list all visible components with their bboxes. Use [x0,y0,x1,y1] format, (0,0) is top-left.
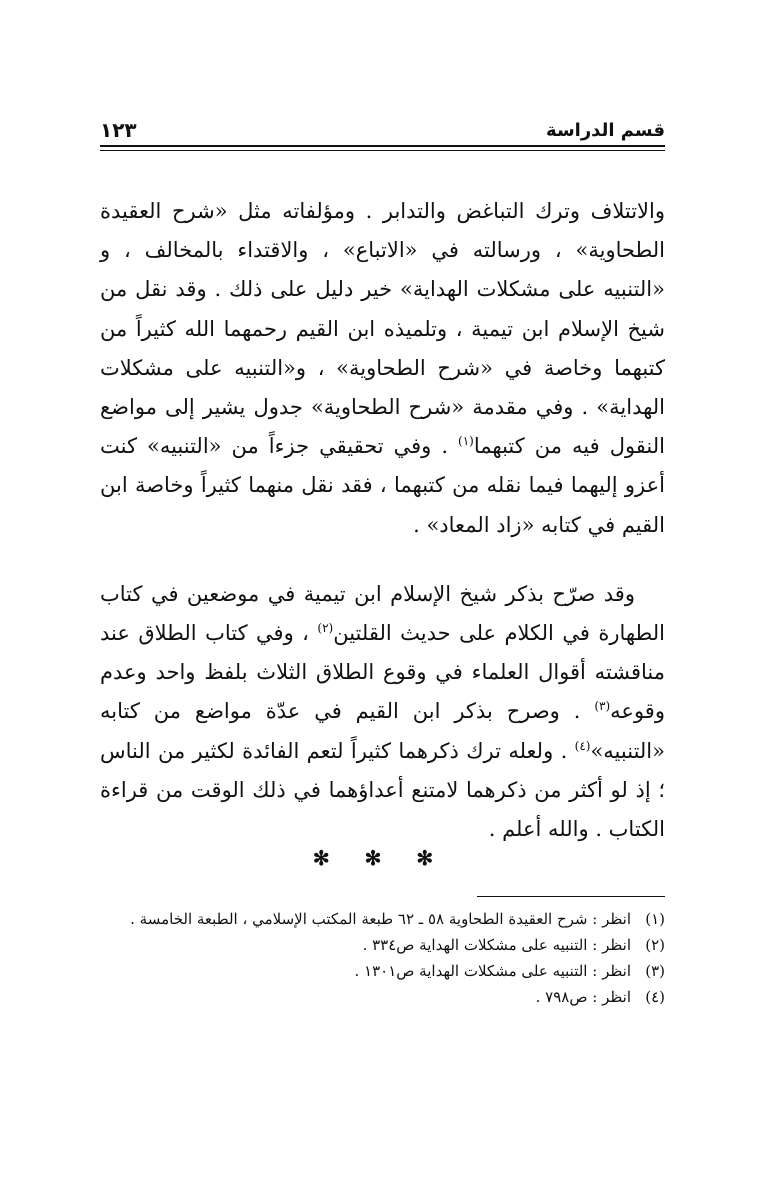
paragraph-1-text: والاتتلاف وترك التباغض والتدابر . ومؤلفاته مثل «شرح العقيدة الطحاوية» ، ورسالته في «الاتباع» ، والاقتداء بالمخالف ، و «التنبيه على مشكلات الهداية» خير دليل على ذلك . وقد نقل من شيخ الإسلام ابن تيمية ، وتلميذه ابن القيم رحمهما الله كثيراً من كتبهما وخاصة في «شرح الطحاوية» ، و«التنبيه على مشكلات الهداية» . وفي مقدمة «شرح الطحاوية» جدول يشير إلى مواضع النقول فيه من كتبهما [100,199,665,459]
footnote-item [100,958,665,984]
footnote-text: انظر : شرح العقيدة الطحاوية ٥٨ ـ ٦٢ طبعة المكتب الإسلامي ، الطبعة الخامسة . [130,910,631,928]
paragraph-2-text-c: . وصرح بذكر ابن القيم في عدّة مواضع من كتابه «التنبيه» [100,699,665,763]
main-text [100,192,665,849]
paragraph-2 [100,575,665,849]
footnote-number: (١) [645,910,665,928]
footnote-ref-1[interactable]: (١) [458,434,474,449]
section-title: قسم الدراسة [546,120,665,141]
footnote-number: (٢) [645,936,665,954]
footnote-text: انظر : التنبيه على مشكلات الهداية ص١٣٠١ . [354,962,631,980]
footnote-text: انظر : التنبيه على مشكلات الهداية ص٣٣٤ . [362,936,631,954]
footnotes [100,906,665,1010]
running-header [100,120,665,146]
paragraph-2-text-b: ، وفي كتاب الطلاق عند مناقشته أقوال العلماء في وقوع الطلاق الثلاث بلفظ واحد وعدم وقوعه [100,621,665,724]
footnote-ref-3[interactable]: (٣) [594,699,611,714]
paragraph-2-text-d: . ولعله ترك ذكرهما كثيراً لتعم الفائدة لكثير من الناس ؛ إذ لو أكثر من ذكرهما لامتنع أعداؤهما في ذلك الوقت من قراءة الكتاب . والله أعلم . [100,738,665,842]
page-number: ١٢٣ [100,118,137,142]
footnote-item [100,984,665,1010]
footnote-ref-2[interactable]: (٢) [317,621,334,636]
paragraph-1 [100,192,665,545]
paragraph-2-text-a: وقد صرّح بذكر شيخ الإسلام ابن تيمية في موضعين في كتاب الطهارة في الكلام على حديث القلتين [100,581,666,646]
footnote-text: انظر : ص٧٩٨ . [535,988,631,1006]
paragraph-1-text-cont: . وفي تحقيقي جزءاً من «التنبيه» كنت أعزو إليهما فيما نقله من كتبهما ، فقد نقل منهما كثيراً وخاصة ابن القيم في كتابه «زاد المعاد» . [100,434,665,537]
footnote-item [100,932,665,958]
footnote-item [100,906,665,932]
footnote-ref-4[interactable]: (٤) [574,738,591,753]
footnote-number: (٤) [645,988,665,1006]
footnote-rule [477,896,665,897]
header-rule-thin [100,150,665,151]
section-separator-asterisks: ✻ ✻ ✻ [312,846,448,870]
footnote-number: (٣) [645,962,665,980]
header-rule-thick [100,145,665,147]
